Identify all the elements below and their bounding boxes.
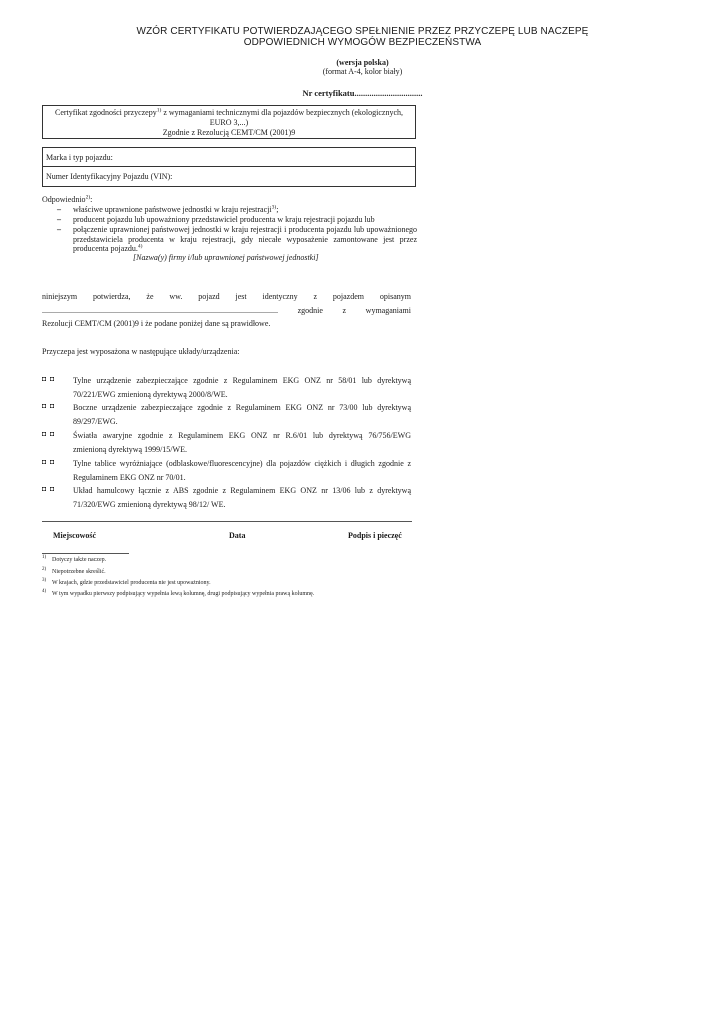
conformity-line3: Zgodnie z Rezolucją CEMT/CM (2001)9 xyxy=(162,128,296,137)
equipment-line2: 70/221/EWG zmienioną dyrektywą 2000/8/WE. xyxy=(73,390,228,399)
authority-option-3[interactable] xyxy=(57,225,417,254)
document-title-line2: ODPOWIEDNICH WYMOGÓW BEZPIECZEŃSTWA xyxy=(243,37,482,48)
equipment-line2: 89/297/EWG. xyxy=(73,417,118,426)
equipment-item-text xyxy=(73,484,411,512)
place-label: Miejscowość xyxy=(53,531,97,540)
document-title-line1: WZÓR CERTYFIKATU POTWIERDZAJĄCEGO SPEŁNIENIE PRZEZ PRZYCZEPĘ LUB NACZEPĘ xyxy=(136,26,589,37)
authority-option-1[interactable] xyxy=(57,205,417,215)
authority-intro-colon: : xyxy=(90,195,93,204)
footnote-text: W krajach, gdzie przedstawiciel producenta nie jest upoważniony. xyxy=(52,580,211,586)
conformity-text-a: Certyfikat zgodności przyczepy xyxy=(54,108,157,117)
checkbox-icon[interactable]: ◘ ◘ xyxy=(42,430,56,438)
footnote-number: 4) xyxy=(42,589,47,594)
certificate-conformity-box xyxy=(42,105,416,139)
conformity-text-b: z wymaganiami technicznymi dla pojazdów bezpiecznych (ekologicznych, xyxy=(161,108,404,117)
authority-option-text: właściwe uprawnione państwowe jednostki w kraju rejestracji xyxy=(73,205,272,214)
footnote-number: 3) xyxy=(42,578,47,583)
checkbox-icon[interactable]: ◘ ◘ xyxy=(42,375,56,383)
footnote-divider xyxy=(42,553,129,554)
footnote-ref-1: 1) xyxy=(156,107,162,114)
checkbox-icon[interactable]: ◘ ◘ xyxy=(42,485,56,493)
footnote-number: 2) xyxy=(42,567,47,572)
footnote-ref-2: 2) xyxy=(85,194,91,201)
dash-bullet: – xyxy=(57,205,61,214)
conformity-line2: EURO 3,...) xyxy=(209,118,249,127)
format-label: (format A-4, kolor biały) xyxy=(322,67,403,76)
make-type-label: Marka i typ pojazdu: xyxy=(46,153,113,162)
authority-option-text: połączenie uprawnionej państwowej jednostki w kraju rejestracji i producenta pojazdu lub upoważnionego przedstawiciela producenta w kraju rejestracji, gdy niecałe wyposażenie zamontowane jest przez producenta pojazdu. xyxy=(73,225,417,253)
equipment-item-3 xyxy=(0,429,725,457)
footnote-text: Niepotrzebne skreślić. xyxy=(52,569,106,575)
signature-stamp-label: Podpis i pieczęć xyxy=(348,531,402,540)
equipment-line1: Tylne urządzenie zabezpieczające zgodnie z Regulaminem EKG ONZ nr 58/01 lub dyrektywą xyxy=(73,376,411,385)
equipment-item-text xyxy=(73,457,411,485)
equipment-line1: Tylne tablice wyróżniające (odblaskowe/fluorescencyjne) dla pojazdów ciężkich i długich zgodnie z xyxy=(73,459,411,468)
equipment-line2: zmienioną dyrektywą 1999/15/WE. xyxy=(73,445,187,454)
dash-bullet: – xyxy=(57,215,61,224)
equipment-item-4 xyxy=(0,457,725,485)
equipment-line2: Regulaminem EKG ONZ nr 70/01. xyxy=(73,473,186,482)
equipment-item-1 xyxy=(0,374,725,402)
equipment-item-text xyxy=(73,401,411,429)
footnote-ref-3: 3) xyxy=(271,204,277,211)
footnote-text: Dotyczy także naczep. xyxy=(52,557,107,563)
certificate-number: Nr certyfikatu................................ xyxy=(302,88,423,98)
equipment-line2: 71/320/EWG zmienioną dyrektywą 98/12/ WE. xyxy=(73,500,226,509)
vin-label: Numer Identyfikacyjny Pojazdu (VIN): xyxy=(46,172,173,181)
authority-intro xyxy=(42,195,92,204)
equipment-intro: Przyczepa jest wyposażona w następujące układy/urządzenia: xyxy=(42,347,240,356)
vin-field[interactable] xyxy=(43,167,415,186)
checkbox-icon[interactable]: ◘ ◘ xyxy=(42,402,56,410)
equipment-line1: Układ hamulcowy łącznie z ABS zgodnie z Regulaminem EKG ONZ nr 13/06 lub z dyrektywą xyxy=(73,486,411,495)
vehicle-identification-box xyxy=(42,147,416,187)
version-label: (wersja polska) xyxy=(336,58,389,67)
authority-option-2[interactable] xyxy=(57,215,417,225)
authority-intro-text: Odpowiednio xyxy=(42,195,86,204)
footnote-ref-4: 4) xyxy=(137,243,143,250)
equipment-item-text xyxy=(73,374,411,402)
equipment-line1: Boczne urządzenie zabezpieczające zgodnie z Regulaminem EKG ONZ nr 73/00 lub dyrektywą xyxy=(73,403,411,412)
equipment-item-text xyxy=(73,429,411,457)
equipment-item-2 xyxy=(0,401,725,429)
authority-option-tail: ; xyxy=(276,205,279,214)
date-label: Data xyxy=(229,531,246,540)
make-type-field[interactable] xyxy=(43,148,415,167)
equipment-line1: Światła awaryjne zgodnie z Regulaminem EKG ONZ nr R.6/01 lub dyrektywą 76/756/EWG xyxy=(73,431,411,440)
footnote-text: W tym wypadku pierwszy podpisujący wypełnia lewą kolumnę, drugi podpisujący wypełnia prawą kolumnę. xyxy=(52,591,315,597)
conformity-line1 xyxy=(43,108,415,118)
footnote-number: 1) xyxy=(42,555,47,560)
equipment-item-5 xyxy=(0,484,725,512)
confirmation-line3: Rezolucji CEMT/CM (2001)9 i że podane poniżej dane są prawidłowe. xyxy=(42,319,271,328)
authority-option-text: producent pojazdu lub upoważniony przedstawiciel producenta w kraju rejestracji pojazdu lub xyxy=(73,215,375,224)
confirmation-line1: niniejszym potwierdza, że ww. pojazd jest identyczny z pojazdem opisanym xyxy=(42,292,411,301)
company-name-placeholder: [Nazwa(y) firmy i/lub uprawnionej państwowej jednostki] xyxy=(133,253,319,262)
checkbox-icon[interactable]: ◘ ◘ xyxy=(42,458,56,466)
signature-divider xyxy=(42,521,412,522)
confirmation-line2: ...................................................................................................................... zgodnie z wymaganiami xyxy=(42,306,411,315)
dash-bullet: – xyxy=(57,225,61,234)
